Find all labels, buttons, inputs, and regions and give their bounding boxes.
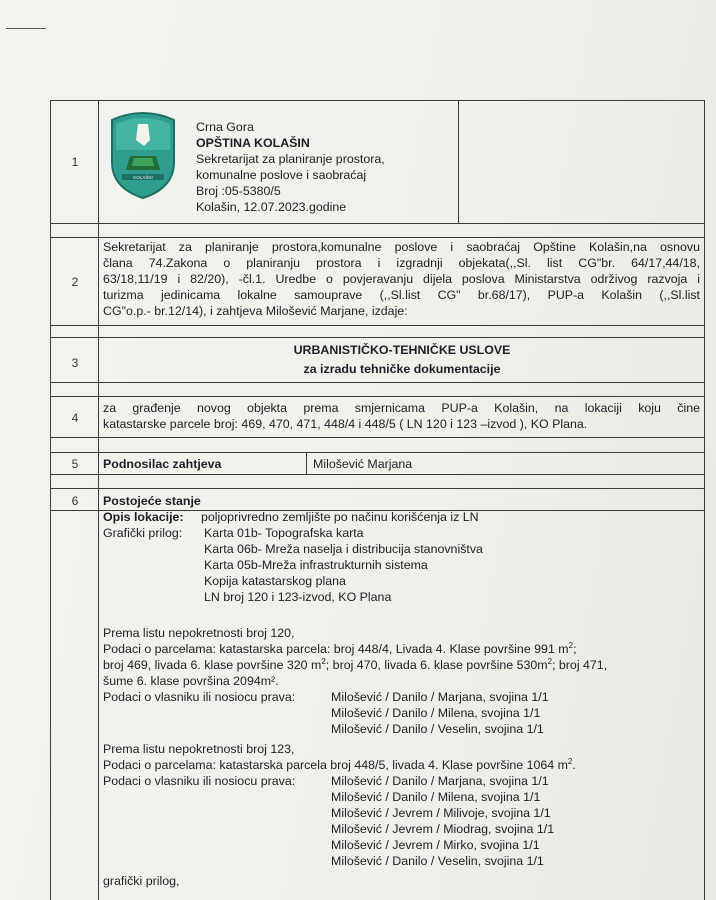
owner-entry: Milošević / Danilo / Veselin, svojina 1/1	[331, 722, 544, 736]
row-number-3: 3	[71, 356, 79, 370]
owner-entry: Milošević / Danilo / Veselin, svojina 1/1	[331, 854, 544, 868]
ln120-parcels-line-3: šume 6. klase površina 2094m².	[103, 674, 279, 688]
municipality-coat-of-arms	[108, 110, 178, 200]
state-label: Postojeće stanje	[103, 494, 201, 508]
logo-lettering: KOLAŠIN	[133, 175, 153, 180]
header-secretariat-2: komunalne poslove i saobraćaj	[196, 168, 367, 182]
graphic-item: Karta 06b- Mreža naselja i distribucija stanovništva	[204, 542, 483, 556]
corner-mark	[6, 28, 46, 29]
ln120-title: Prema listu nepokretnosti broj 120,	[103, 626, 295, 640]
document-title: URBANISTIČKO-TEHNIČKE USLOVE	[293, 343, 511, 357]
graphic-item: Kopija katastarskog plana	[204, 574, 346, 588]
ln123-owners-label: Podaci o vlasniku ili nosiocu prava:	[103, 774, 296, 788]
preamble-line-2: člana 74.Zakona o planiranju prostora i izgradnji objekata(,,Sl. list CG"br. 64/17,44/18,	[103, 256, 700, 270]
ln120-owners-label: Podaci o vlasniku ili nosiocu prava:	[103, 690, 296, 704]
ln120-parcels-text-2: broj 469, livada 6. klase površine 320 m	[103, 658, 322, 672]
location-description-value: poljoprivredno zemljište po načinu korišćenja iz LN	[201, 510, 479, 524]
graphic-attachment-label: Grafički prilog:	[103, 526, 183, 540]
purpose-line-1: za građenje novog objekta prema smjernicama PUP-a Kolašin, na lokaciji koju čine	[103, 401, 700, 415]
ln120-parcels-text-2b: ; broj 470, livada 6. klase površine 530m	[325, 658, 548, 672]
graphic-item: LN broj 120 i 123-izvod, KO Plana	[204, 590, 392, 604]
header-number: Broj :05-5380/5	[196, 184, 281, 198]
row-number-5: 5	[71, 457, 79, 471]
applicant-label: Podnosilac zahtjeva	[103, 457, 222, 471]
owner-entry: Milošević / Jevrem / Mirko, svojina 1/1	[331, 838, 540, 852]
header-secretariat: Sekretarijat za planiranje prostora,	[196, 152, 385, 166]
header-place-date: Kolašin, 12.07.2023.godine	[196, 200, 347, 214]
ln120-parcels-line-2	[103, 657, 607, 673]
ln123-parcels: Podaci o parcelama: katastarska parcela broj 448/5, livada 4. Klase površine 1064 $m^2$.	[103, 756, 576, 772]
ln123-title: Prema listu nepokretnosti broj 123,	[103, 742, 295, 756]
document-subtitle: za izradu tehničke dokumentacije	[303, 362, 501, 376]
row-number-4: 4	[71, 411, 79, 425]
superscript: 2	[568, 640, 574, 650]
preamble-line-1: Sekretarijat za planiranje prostora,komunalne poslove i saobraćaj Opštine Kolašin,na osnovu	[103, 240, 700, 254]
graphic-item: Karta 05b-Mreža infrastrukturnih sistema	[204, 558, 428, 572]
ln120-parcels-line-1: Podaci o parcelama: katastarska parcela: broj 448/4, Livada 4. Klase površine 991 $m^2$;	[103, 640, 577, 656]
applicant-value: Milošević Marjana	[313, 457, 413, 471]
ln120-parcels-text-1: Podaci o parcelama: katastarska parcela: broj 448/4, Livada 4. Klase površine 991 m	[103, 642, 569, 656]
graphic-item: Karta 01b- Topografska karta	[204, 526, 364, 540]
header-municipality: OPŠTINA KOLAŠIN	[196, 136, 310, 150]
row-number-2: 2	[71, 275, 79, 289]
preamble-line-5: CG"o.p.- br.12/14), i zahtjeva Milošević Marjane, izdaje:	[103, 304, 408, 318]
purpose-line-2: katastarske parcele broj: 469, 470, 471, 448/4 i 448/5 ( LN 120 i 123 –izvod ), KO Plana.	[103, 417, 588, 431]
owner-entry: Milošević / Danilo / Milena, svojina 1/1	[331, 790, 541, 804]
preamble-line-3: 63/18,11/19 i 82/20), -čl.1. Uredbe o povjeravanju dijela poslova Ministarstva održivog razvoja i	[103, 272, 700, 286]
ln120-parcels-text-2c: ; broj 471,	[552, 658, 608, 672]
location-description-label: Opis lokacije:	[103, 510, 184, 524]
owner-entry: Milošević / Danilo / Marjana, svojina 1/1	[331, 690, 549, 704]
superscript: 2	[567, 756, 573, 766]
superscript: 2	[547, 656, 553, 666]
row-number-1: 1	[71, 155, 79, 169]
superscript: 2	[321, 656, 326, 666]
owner-entry: Milošević / Danilo / Milena, svojina 1/1	[331, 706, 541, 720]
header-country: Crna Gora	[196, 120, 254, 134]
graphic-attachment-footer: grafički prilog,	[103, 874, 180, 888]
preamble-line-4: turizma jedinicama lokalne samouprave (,,Sl.list CG" br.68/17), PUP-a Kolašin (,,Sl.list	[103, 288, 700, 302]
owner-entry: Milošević / Danilo / Marjana, svojina 1/1	[331, 774, 549, 788]
owner-entry: Milošević / Jevrem / Miodrag, svojina 1/1	[331, 822, 555, 836]
ln123-parcels-text: Podaci o parcelama: katastarska parcela broj 448/5, livada 4. Klase površine 1064 m	[103, 758, 568, 772]
row-number-6: 6	[71, 494, 79, 508]
owner-entry: Milošević / Jevrem / Milivoje, svojina 1/1	[331, 806, 551, 820]
